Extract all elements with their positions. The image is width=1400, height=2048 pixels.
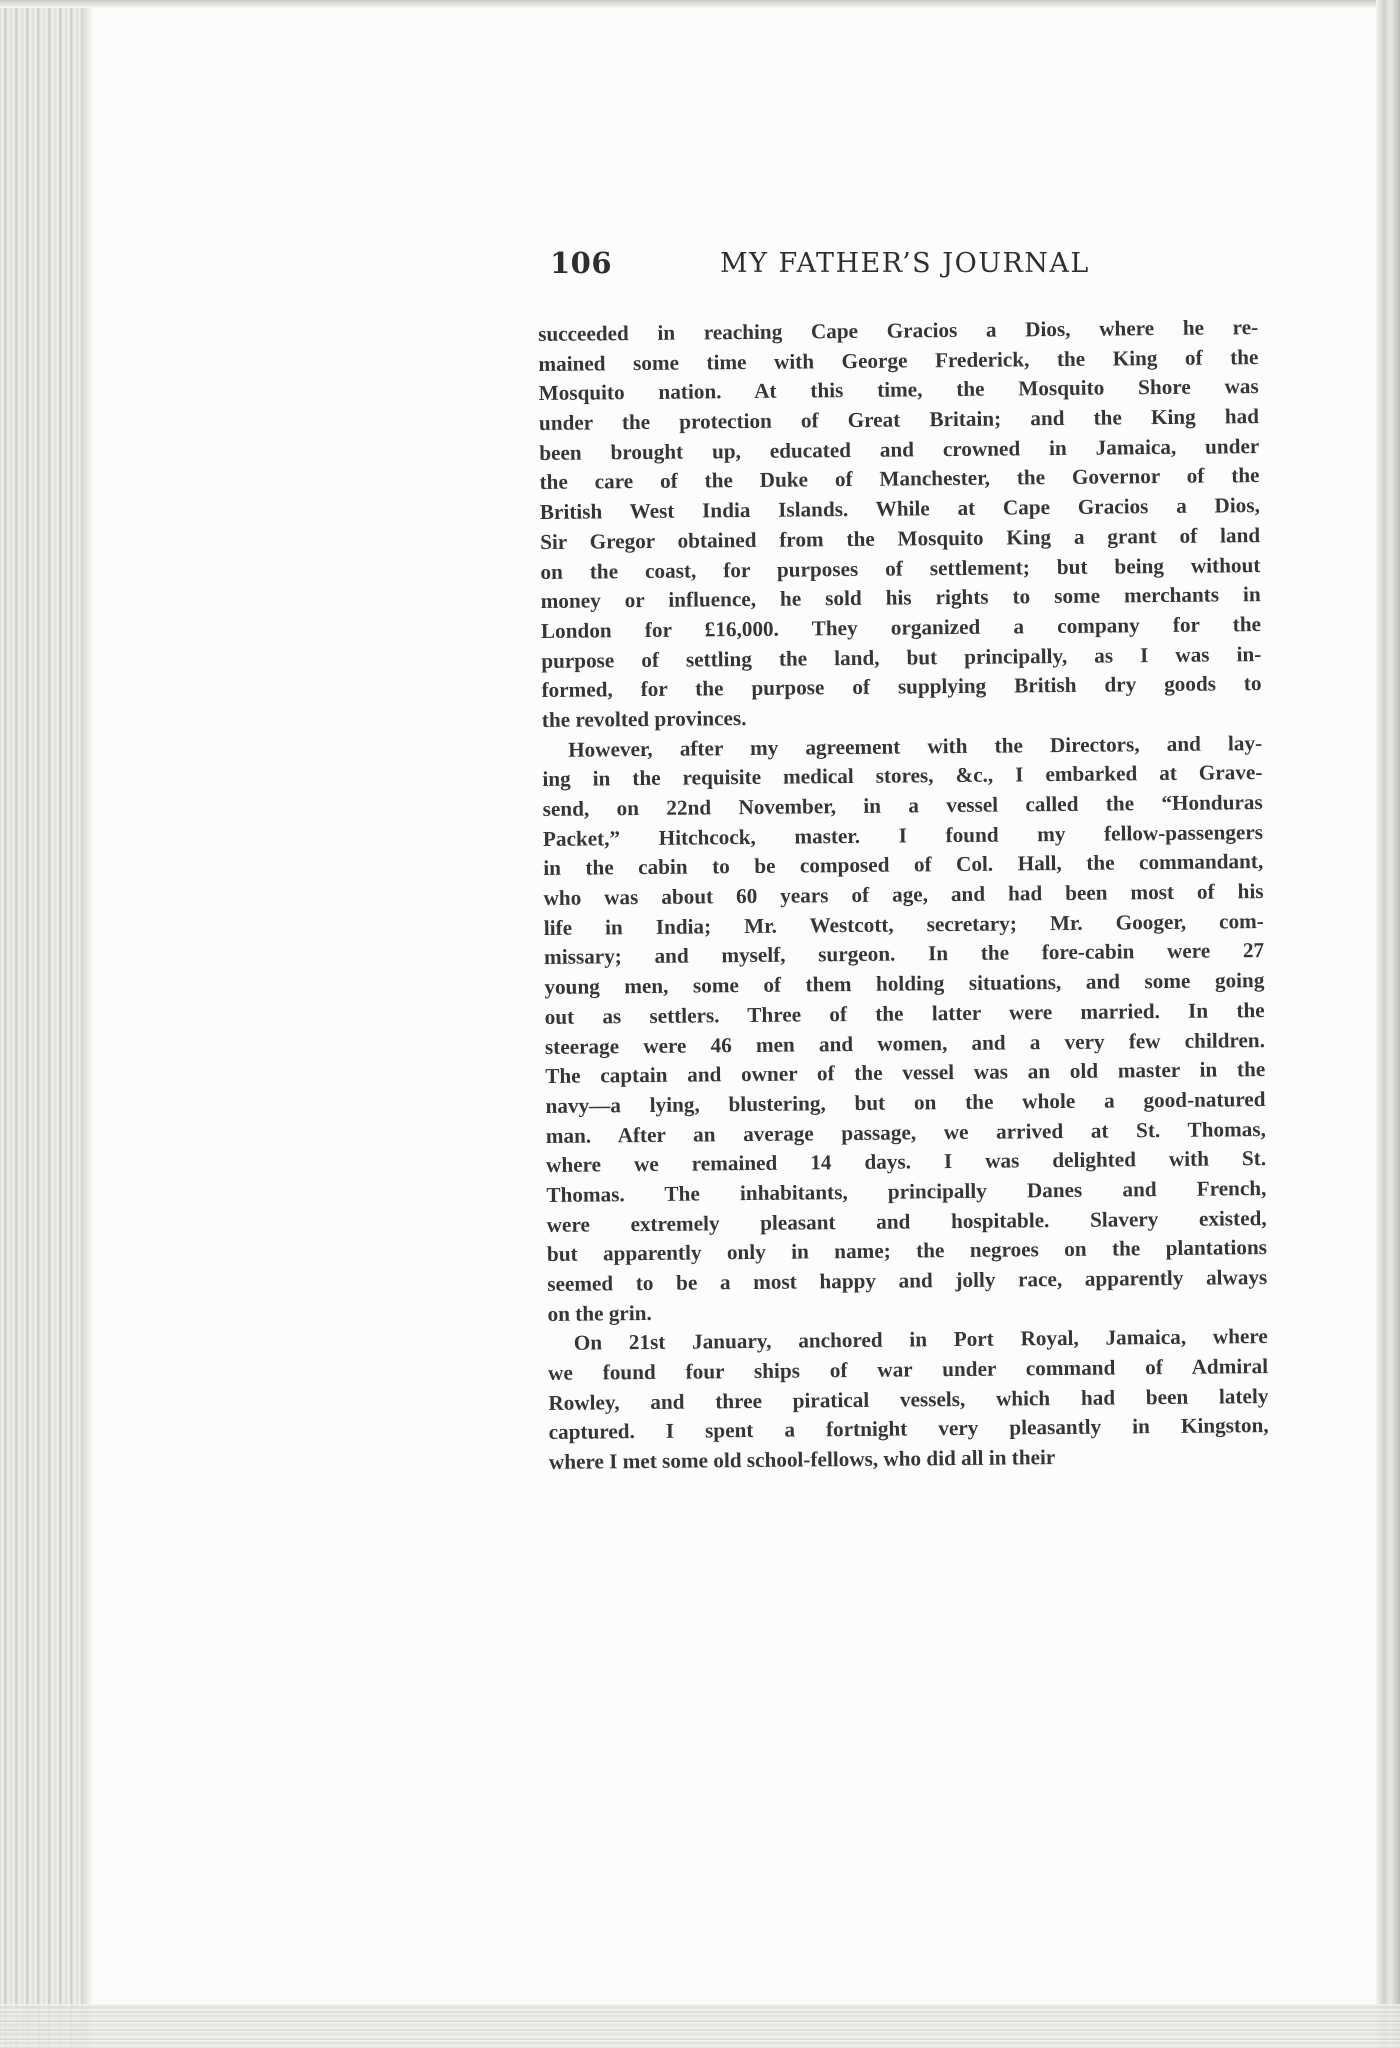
page-top-edge: [0, 0, 1400, 8]
text-line: man. After an average passage, we arrived at St. Thomas,: [545, 1116, 1266, 1148]
book-binding-edge: [0, 0, 92, 2048]
text-line: who was about 60 years of age, and had been most of his: [543, 879, 1264, 911]
text-line: Rowley, and three piratical vessels, which had been lately: [548, 1383, 1269, 1415]
text-line: succeeded in reaching Cape Gracios a Dios, where he re-: [538, 315, 1259, 346]
text-line: where I met some old school-fellows, who did all in their: [548, 1445, 1056, 1475]
page-header: [550, 246, 1110, 286]
text-line: where we remained 14 days. I was delighted with St.: [545, 1146, 1267, 1178]
text-line: mained some time with George Frederick, the King of the: [538, 344, 1259, 376]
text-line: steerage were 46 men and women, and a very few children.: [544, 1027, 1266, 1059]
text-line: Sir Gregor obtained from the Mosquito King a grant of land: [540, 522, 1261, 554]
text-line: The captain and owner of the vessel was an old master in the: [545, 1057, 1266, 1089]
text-line: missary; and myself, surgeon. In the fore-cabin were 27: [544, 938, 1265, 970]
text-line: been brought up, educated and crowned in Jamaica, under: [539, 433, 1260, 465]
text-line: were extremely pleasant and hospitable. Slavery existed,: [546, 1205, 1267, 1237]
text-line: formed, for the purpose of supplying British dry goods to: [541, 671, 1262, 703]
text-line: we found four ships of war under command of Admiral: [547, 1354, 1269, 1386]
text-line: money or influence, he sold his rights to some merchants in: [540, 582, 1261, 614]
text-line: purpose of settling the land, but principally, as I was in-: [541, 641, 1262, 673]
text-line: on the coast, for purposes of settlement; but being without: [540, 552, 1261, 584]
text-line: navy—a lying, blustering, but on the whole a good-natured: [545, 1086, 1266, 1118]
text-line: On 21st January, anchored in Port Royal, Jamaica, where: [573, 1324, 1268, 1356]
text-line: the care of the Duke of Manchester, the Governor of the: [539, 463, 1260, 495]
running-head-title: MY FATHER’S JOURNAL: [720, 248, 1090, 279]
page-bottom-edge: [0, 2004, 1400, 2048]
text-line: under the protection of Great Britain; and the King had: [538, 404, 1260, 436]
body-text: [538, 313, 1269, 1478]
text-line: but apparently only in name; the negroes on the plantations: [546, 1235, 1268, 1267]
text-line: the revolted provinces.: [541, 705, 747, 732]
text-line: out as settlers. Three of the latter were married. In the: [544, 997, 1265, 1029]
text-line: life in India; Mr. Westcott, secretary; Mr. Googer, com-: [543, 908, 1264, 940]
text-line: British West India Islands. While at Cape Gracios a Dios,: [539, 493, 1260, 525]
page-right-edge: [1376, 0, 1400, 2048]
text-line: London for £16,000. They organized a company for the: [540, 611, 1262, 643]
text-line: However, after my agreement with the Directors, and lay-: [568, 730, 1263, 762]
text-line: on the grin.: [547, 1300, 652, 1326]
text-line: seemed to be a most happy and jolly race, apparently always: [547, 1265, 1268, 1296]
text-line: in the cabin to be composed of Col. Hall, the commandant,: [543, 849, 1264, 881]
text-line: ing in the requisite medical stores, &c., I embarked at Grave-: [542, 760, 1263, 792]
text-line: Packet,” Hitchcock, master. I found my fellow-passengers: [542, 819, 1264, 851]
text-line: young men, some of them holding situations, and some going: [544, 968, 1265, 1000]
text-line: send, on 22nd November, in a vessel called the “Honduras: [542, 790, 1263, 821]
text-line: Mosquito nation. At this time, the Mosquito Shore was: [538, 374, 1259, 406]
text-line: Thomas. The inhabitants, principally Danes and French,: [546, 1175, 1267, 1207]
page-number: 106: [550, 246, 613, 280]
text-line: captured. I spent a fortnight very pleasantly in Kingston,: [548, 1413, 1269, 1445]
